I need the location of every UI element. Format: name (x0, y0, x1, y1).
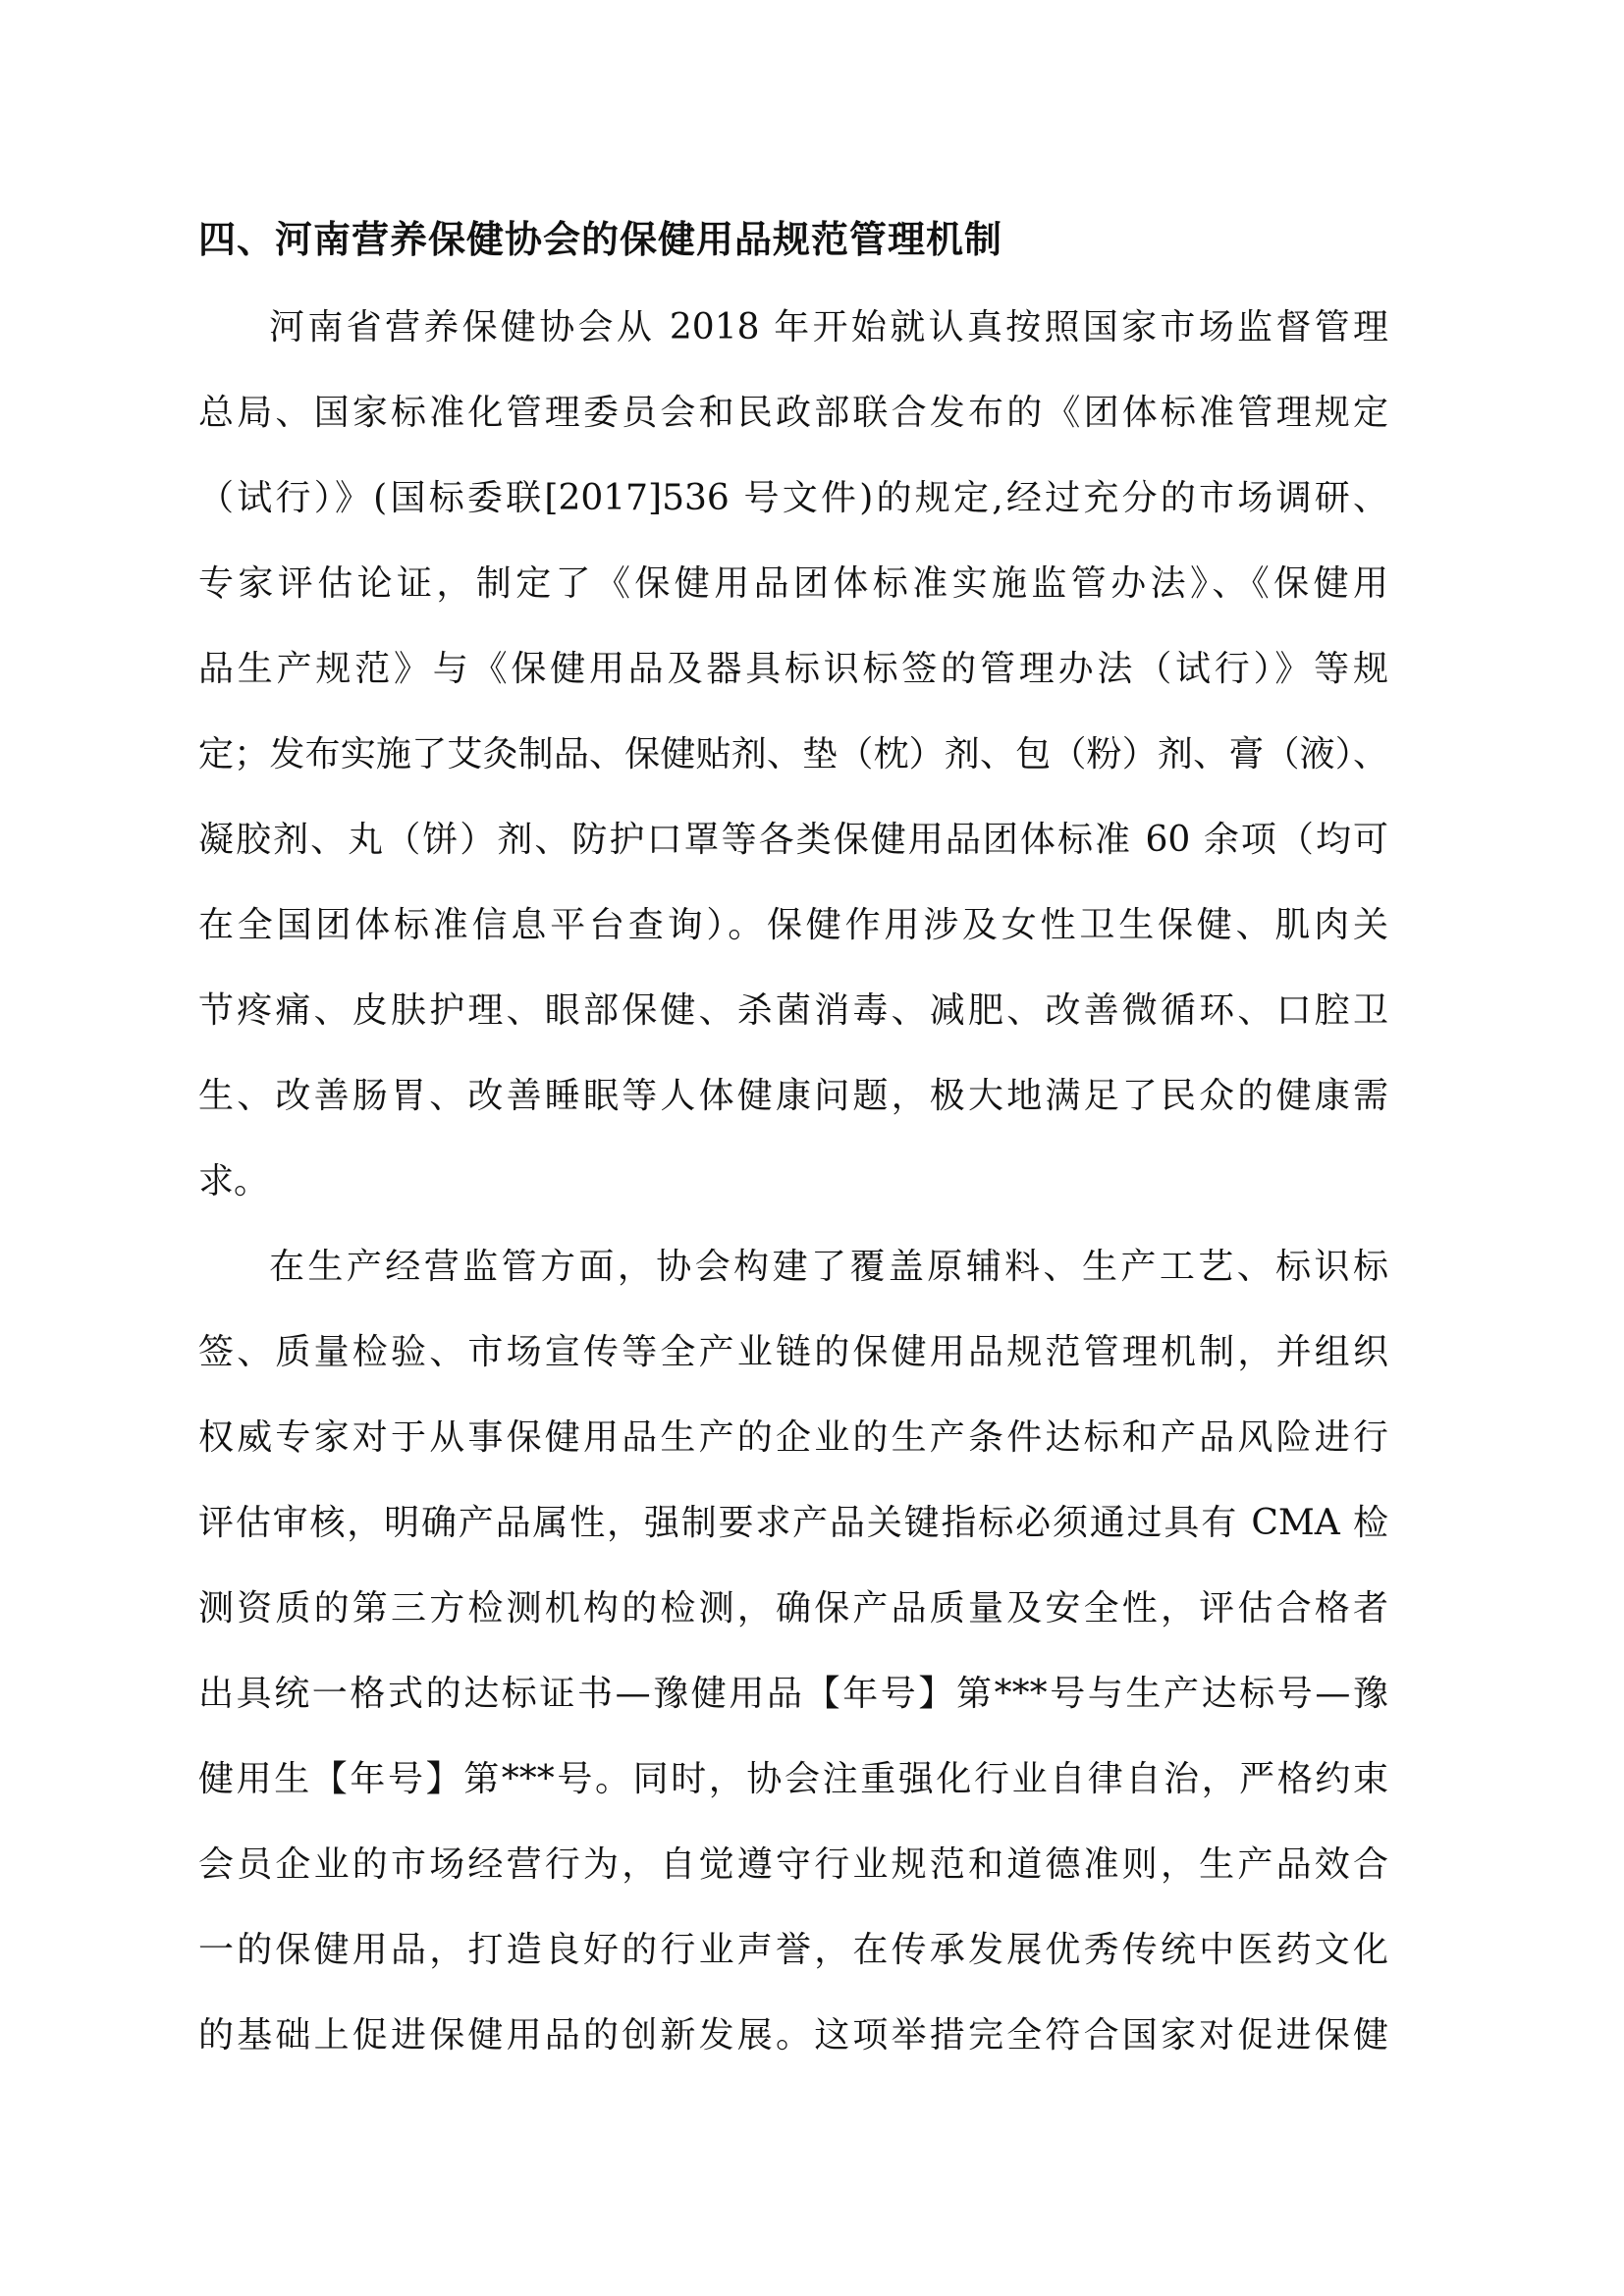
paragraph-line: 测资质的第三方检测机构的检测，确保产品质量及安全性，评估合格者 (198, 1588, 1388, 1629)
paragraph-line: 权威专家对于从事保健用品生产的企业的生产条件达标和产品风险进行 (198, 1417, 1388, 1458)
paragraph-line: 在全国团体标准信息平台查询）。保健作用涉及女性卫生保健、肌肉关 (198, 905, 1388, 945)
paragraph-line: 河南省营养保健协会从 2018 年开始就认真按照国家市场监督管理 (269, 307, 1388, 347)
paragraph-line: 一的保健用品，打造良好的行业声誉，在传承发展优秀传统中医药文化 (198, 1930, 1388, 1970)
paragraph-line: （试行）》(国标委联[2017]536 号文件)的规定,经过充分的市场调研、 (198, 478, 1388, 518)
paragraph-line: 的基础上促进保健用品的创新发展。这项举措完全符合国家对促进保健 (198, 2015, 1388, 2056)
paragraph-1 (198, 285, 1388, 1224)
paragraph-line: 出具统一格式的达标证书—豫健用品【年号】第***号与生产达标号—豫 (198, 1674, 1388, 1714)
paragraph-line: 凝胶剂、丸（饼）剂、防护口罩等各类保健用品团体标准 60 余项（均可 (198, 820, 1388, 860)
document-page (198, 214, 1388, 2078)
paragraph-line: 签、质量检验、市场宣传等全产业链的保健用品规范管理机制，并组织 (198, 1332, 1388, 1372)
paragraph-line: 品生产规范》与《保健用品及器具标识标签的管理办法（试行）》等规 (198, 649, 1388, 689)
paragraph-line: 生、改善肠胃、改善睡眠等人体健康问题，极大地满足了民众的健康需 (198, 1076, 1388, 1116)
paragraph-line: 会员企业的市场经营行为，自觉遵守行业规范和道德准则，生产品效合 (198, 1844, 1388, 1885)
section-heading: 四、河南营养保健协会的保健用品规范管理机制 (198, 218, 1003, 261)
paragraph-line: 求。 (198, 1161, 270, 1201)
paragraph-line: 评估审核，明确产品属性，强制要求产品关键指标必须通过具有 CMA 检 (198, 1503, 1388, 1543)
paragraph-line: 健用生【年号】第***号。同时，协会注重强化行业自律自治，严格约束 (198, 1759, 1388, 1799)
paragraph-line: 节疼痛、皮肤护理、眼部保健、杀菌消毒、减肥、改善微循环、口腔卫 (198, 990, 1388, 1031)
paragraph-line: 专家评估论证，制定了《保健用品团体标准实施监管办法》、《保健用 (198, 563, 1388, 604)
paragraph-line: 定；发布实施了艾灸制品、保健贴剂、垫（枕）剂、包（粉）剂、膏（液）、 (198, 734, 1388, 774)
paragraph-2 (198, 1224, 1388, 2078)
paragraph-line: 总局、国家标准化管理委员会和民政部联合发布的《团体标准管理规定 (198, 393, 1388, 433)
paragraph-line: 在生产经营监管方面，协会构建了覆盖原辅料、生产工艺、标识标 (269, 1247, 1388, 1287)
